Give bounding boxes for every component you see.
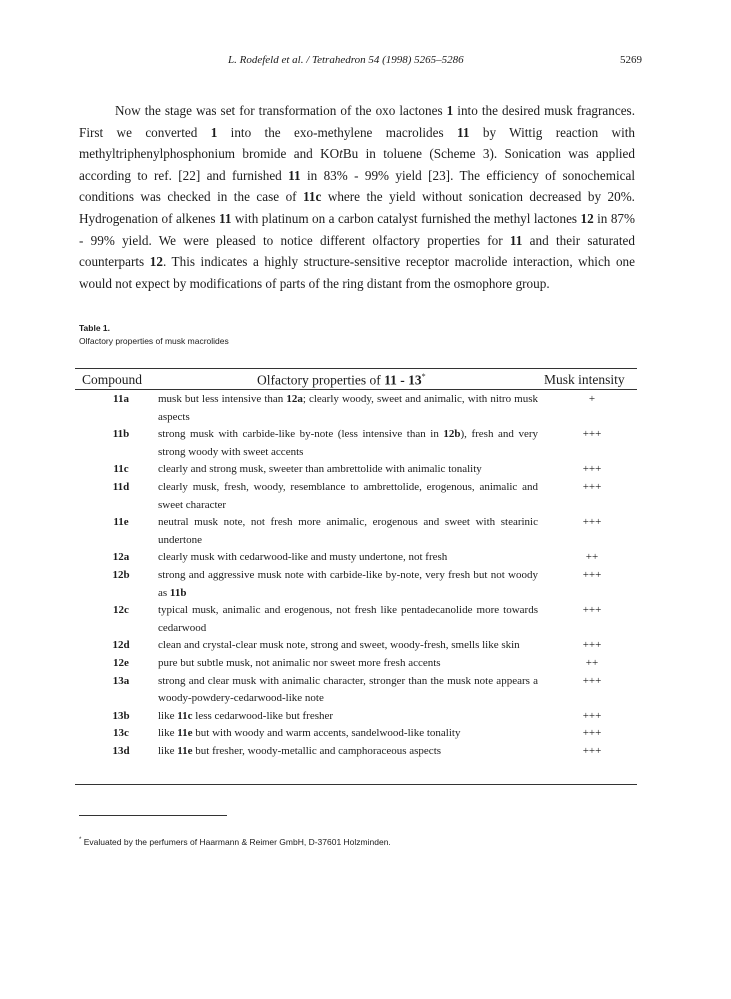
column-header-properties: Olfactory properties of 11 - 13* (257, 372, 426, 388)
description-cell: musk but less intensive than 12a; clearly woody, sweet and animalic, with nitro musk aspects (158, 393, 538, 423)
intensity-cell: +++ (582, 674, 602, 687)
column-header-intensity: Musk intensity (544, 372, 625, 387)
compound-cell: 13b (112, 709, 130, 722)
intensity-cell: +++ (582, 516, 602, 529)
compound-cell: 12d (112, 639, 130, 652)
table-row (75, 743, 637, 761)
table-title: Olfactory properties of musk macrolides (79, 336, 229, 346)
table-header-rule (75, 389, 637, 390)
intensity-cell: +++ (582, 744, 602, 757)
description-cell: neutral musk note, not fresh more animalic, erogenous and sweet with stearinic undertone (158, 516, 538, 546)
table-row (75, 514, 637, 549)
compound-cell: 12a (112, 551, 130, 564)
compound-cell: 11d (112, 480, 130, 493)
running-header (0, 54, 731, 70)
description-cell: typical musk, animalic and erogenous, not fresh like pentadecanolide more towards cedarwood (158, 604, 538, 634)
intensity-cell: ++ (585, 551, 599, 564)
description-cell: like 11e but fresher, woody-metallic and camphoraceous aspects (158, 744, 442, 757)
table-row (75, 673, 637, 708)
intensity-cell: +++ (582, 428, 602, 441)
table-row (75, 461, 637, 479)
column-header-compound: Compound (82, 372, 143, 387)
table-top-rule (75, 368, 637, 369)
intensity-cell: +++ (582, 639, 602, 652)
compound-cell: 11e (113, 516, 129, 529)
description-cell: like 11c less cedarwood-like but fresher (158, 709, 334, 722)
compound-cell: 13d (112, 744, 130, 757)
table-row (75, 725, 637, 743)
description-cell: strong and clear musk with animalic character, stronger than the musk note appears a woody-powdery-cedarwood-like note (158, 674, 538, 705)
page-number: 5269 (620, 54, 642, 66)
intensity-cell: +++ (582, 568, 602, 581)
compound-cell: 12c (113, 604, 129, 617)
table-body (75, 391, 637, 760)
description-cell: clearly and strong musk, sweeter than ambrettolide with animalic tonality (158, 463, 482, 476)
description-cell: clearly musk, fresh, woody, resemblance to ambrettolide, erogenous, animalic and sweet character (158, 480, 538, 511)
description-cell: like 11e but with woody and warm accents, sandelwood-like tonality (158, 727, 461, 740)
body-paragraph: Now the stage was set for transformation of the oxo lactones 1 into the desired musk fragrances. First we converted 1 into the exo-methylene macrolides 11 by Wittig reaction with methyltriphenylphosphonium bromide and KOtBu in toluene (Scheme 3). Sonication was applied according to ref. [22] and furnished 11 in 83% - 99% yield [23]. The efficiency of sonochemical conditions was checked in the case of 11c where the yield without sonication decreased by 20%. Hydrogenation of alkenes 11 with platinum on a carbon catalyst furnished the methyl lactones 12 in 87% - 99% yield. We were pleased to notice different olfactory properties for 11 and their saturated counterparts 12. This indicates a highly structure-sensitive receptor macrolide interaction, which one would not expect by modifications of parts of the ring distant from the osmophore group. (79, 103, 636, 291)
description-cell: clearly musk with cedarwood-like and musty undertone, not fresh (158, 551, 448, 564)
table-row (75, 567, 637, 602)
intensity-cell: +++ (582, 480, 602, 493)
description-cell: strong and aggressive musk note with carbide-like by-note, very fresh but not woody as 11b (158, 568, 538, 599)
compound-cell: 12b (112, 568, 130, 581)
intensity-cell: + (588, 393, 596, 405)
table-label: Table 1. (79, 323, 111, 333)
compound-cell: 11a (113, 393, 129, 405)
compound-cell: 13c (113, 727, 129, 740)
intensity-cell: ++ (585, 656, 599, 669)
table-row (75, 708, 637, 726)
table-row (75, 602, 637, 637)
compound-cell: 13a (112, 674, 130, 687)
footnote: * Evaluated by the perfumers of Haarmann & Reimer GmbH, D-37601 Holzminden. (79, 837, 391, 847)
table-row (75, 655, 637, 673)
compound-cell: 11c (113, 463, 129, 476)
footnote-rule (79, 815, 227, 816)
intensity-cell: +++ (582, 727, 602, 740)
table-row (75, 426, 637, 461)
compound-cell: 12e (113, 656, 129, 669)
description-cell: pure but subtle musk, not animalic nor sweet more fresh accents (158, 656, 441, 669)
description-cell: strong musk with carbide-like by-note (less intensive than in 12b), fresh and very strong woody with sweet accents (158, 428, 538, 458)
table-bottom-rule (75, 784, 637, 785)
intensity-cell: +++ (582, 604, 602, 617)
intensity-cell: +++ (582, 463, 602, 476)
table-row (75, 391, 637, 426)
table-row (75, 479, 637, 514)
description-cell: clean and crystal-clear musk note, strong and sweet, woody-fresh, smells like skin (158, 639, 520, 652)
compound-cell: 11b (112, 428, 130, 441)
table-caption (79, 322, 229, 348)
table-row (75, 637, 637, 655)
journal-citation: L. Rodefeld et al. / Tetrahedron 54 (1998) 5265–5286 (228, 54, 464, 66)
intensity-cell: +++ (582, 709, 602, 722)
table-row (75, 549, 637, 567)
